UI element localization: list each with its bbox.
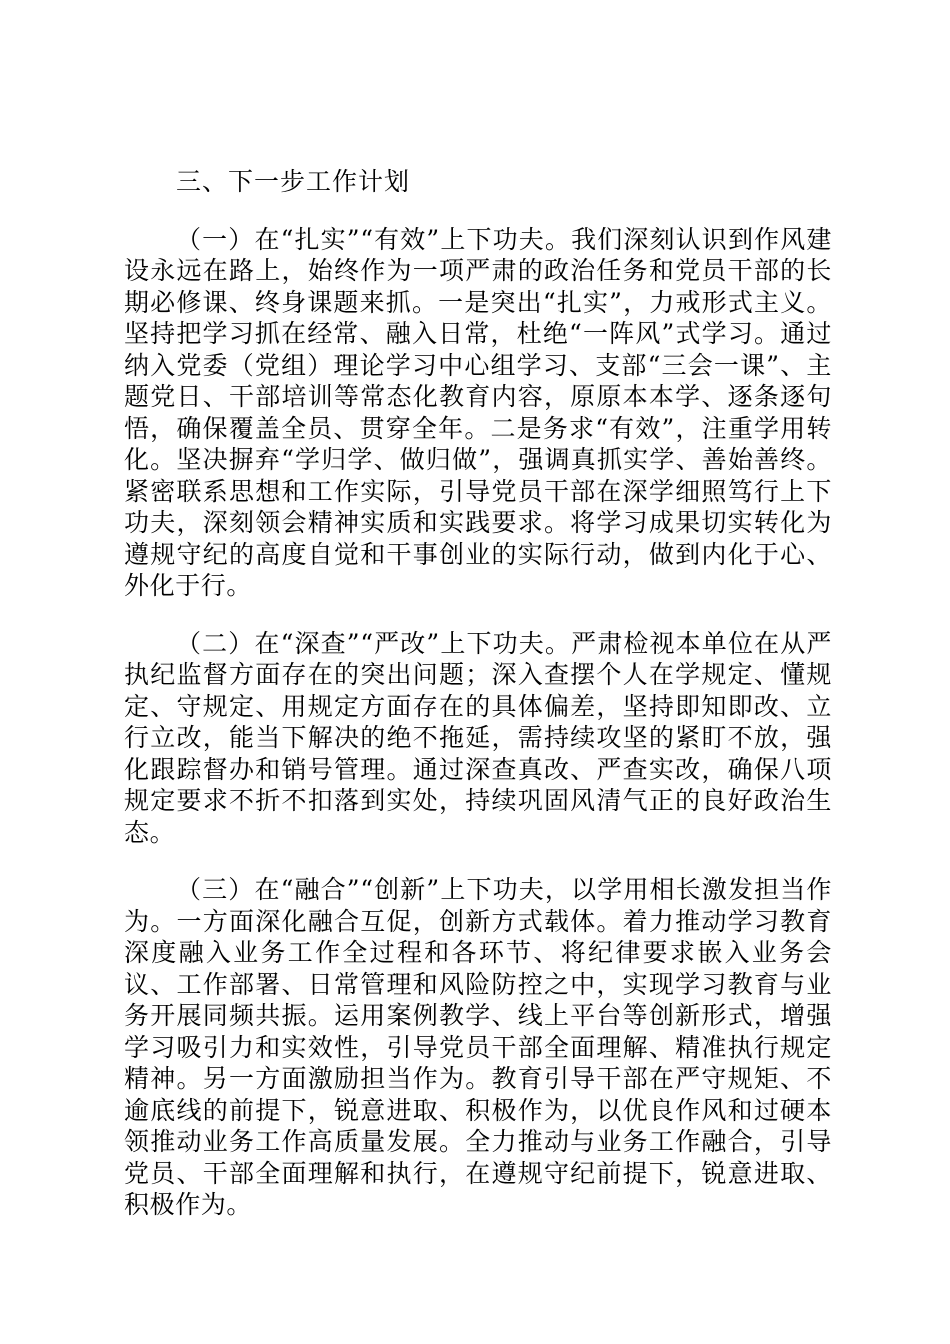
document-body xyxy=(124,166,832,1247)
paragraph-3: （三）在“融合”“创新”上下功夫，以学用相长激发担当作为。一方面深化融合互促，创新方式载体。着力推动学习教育深度融入业务工作全过程和各环节、将纪律要求嵌入业务会议、工作部署、日常管理和风险防控之中，实现学习教育与业务开展同频共振。运用案例教学、线上平台等创新形式，增强学习吸引力和实效性，引导党员干部全面理解、精准执行规定精神。另一方面激励担当作为。教育引导干部在严守规矩、不逾底线的前提下，锐意进取、积极作为，以优良作风和过硬本领推动业务工作高质量发展。全力推动与业务工作融合，引导党员、干部全面理解和执行，在遵规守纪前提下，锐意进取、积极作为。 xyxy=(124,875,832,1219)
paragraph-2: （二）在“深查”“严改”上下功夫。严肃检视本单位在从严执纪监督方面存在的突出问题；深入查摆个人在学规定、懂规定、守规定、用规定方面存在的具体偏差，坚持即知即改、立行立改，能当下解决的绝不拖延，需持续攻坚的紧盯不放，强化跟踪督办和销号管理。通过深查真改、严查实改，确保八项规定要求不折不扣落到实处，持续巩固风清气正的良好政治生态。 xyxy=(124,628,832,847)
paragraph-1: （一）在“扎实”“有效”上下功夫。我们深刻认识到作风建设永远在路上，始终作为一项严肃的政治任务和党员干部的长期必修课、终身课题来抓。一是突出“扎实”，力戒形式主义。坚持把学习抓在经常、融入日常，杜绝“一阵风”式学习。通过纳入党委（党组）理论学习中心组学习、支部“三会一课”、主题党日、干部培训等常态化教育内容，原原本本学、逐条逐句悟，确保覆盖全员、贯穿全年。二是务求“有效”，注重学用转化。坚决摒弃“学归学、做归做”，强调真抓实学、善始善终。紧密联系思想和工作实际，引导党员干部在深学细照笃行上下功夫，深刻领会精神实质和实践要求。将学习成果切实转化为遵规守纪的高度自觉和干事创业的实际行动，做到内化于心、外化于行。 xyxy=(124,224,832,600)
section-heading: 三、下一步工作计划 xyxy=(176,167,411,196)
